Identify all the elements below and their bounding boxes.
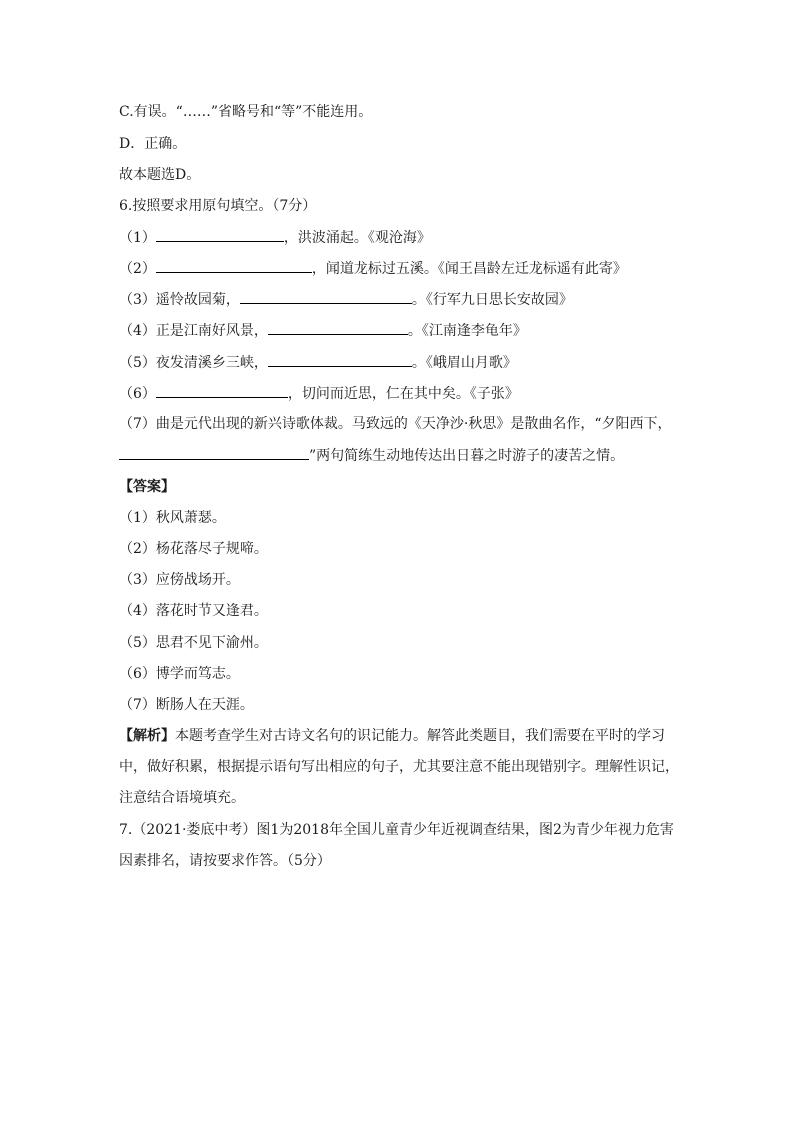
fill-blank: [119, 445, 309, 460]
answer-1: （1）秋风萧瑟。: [119, 510, 226, 526]
fill-blank: [156, 258, 312, 273]
question-7-text: 7.（2021·娄底中考）图1为2018年全国儿童青少年近视调查结果，图2为青少年视力危害因素排名，请按要求作答。（5分）: [119, 822, 674, 869]
item-text-before: 曲是元代出现的新兴诗歌体裁。马致远的《天净沙·秋思》是散曲名作，“夕阳西下，: [155, 416, 672, 432]
analysis-label: 【解析】: [119, 728, 175, 744]
fill-blank: [240, 289, 412, 304]
question-6-heading: 6.按照要求用原句填空。（7分）: [119, 198, 317, 214]
answer-5: （5）思君不见下渝州。: [119, 635, 268, 651]
item-number: （5）: [119, 355, 156, 371]
q6-item-3: [119, 289, 573, 310]
item-number: （4）: [119, 323, 156, 339]
item-text-after: ”两句简练生动地传达出日暮之时游子的凄苦之情。: [309, 448, 625, 464]
conclusion-line: 故本题选D。: [119, 167, 201, 183]
item-number: （3）: [119, 292, 156, 308]
option-d-line: D．正确。: [119, 136, 187, 152]
item-text-after: 。《行军九日思长安故园》: [411, 292, 573, 308]
item-text-after: ，洪波涌起。《观沧海》: [283, 230, 431, 246]
answer-7: （7）断肠人在天涯。: [119, 697, 254, 713]
answer-6: （6）博学而笃志。: [119, 666, 240, 682]
item-text-before: 正是江南好风景，: [155, 323, 268, 339]
q6-item-7-line2: [119, 445, 624, 466]
item-text-before: 夜发清溪乡三峡，: [155, 355, 268, 371]
item-number: （2）: [119, 261, 156, 277]
item-number: （1）: [119, 230, 156, 246]
item-number: （7）: [119, 416, 156, 432]
q6-item-4: [119, 320, 527, 341]
q6-item-2: [119, 258, 627, 279]
analysis-text: 本题考查学生对古诗文名句的识记能力。解答此类题目，我们需要在平时的学习中，做好积累，根据提示语句写出相应的句子，尤其要注意不能出现错别字。理解性识记，注意结合语境填充。: [119, 728, 679, 806]
q6-item-5: [119, 352, 517, 373]
item-text-after: ，切问而近思，仁在其中矣。《子张》: [287, 386, 519, 402]
fill-blank: [156, 227, 284, 242]
q6-item-7-line1: [119, 414, 672, 434]
item-text-after: 。《江南逢李龟年》: [407, 323, 527, 339]
answer-2: （2）杨花落尽子规啼。: [119, 541, 268, 557]
item-text-before: 遥怜故园菊，: [155, 292, 240, 308]
item-text-after: 。《峨眉山月歌》: [411, 355, 517, 371]
item-number: （6）: [119, 386, 156, 402]
q6-item-1: [119, 227, 431, 248]
q6-item-6: [119, 383, 519, 404]
answer-3: （3）应傍战场开。: [119, 572, 240, 588]
answer-4: （4）落花时节又逢君。: [119, 603, 268, 619]
fill-blank: [268, 352, 412, 367]
item-text-after: ，闻道龙标过五溪。《闻王昌龄左迁龙标遥有此寄》: [311, 261, 627, 277]
fill-blank: [268, 320, 408, 335]
analysis-paragraph: [119, 721, 679, 814]
fill-blank: [156, 383, 288, 398]
answer-heading: 【答案】: [119, 479, 175, 495]
option-c-line: C.有误。“……”省略号和“等”不能连用。: [119, 104, 373, 120]
